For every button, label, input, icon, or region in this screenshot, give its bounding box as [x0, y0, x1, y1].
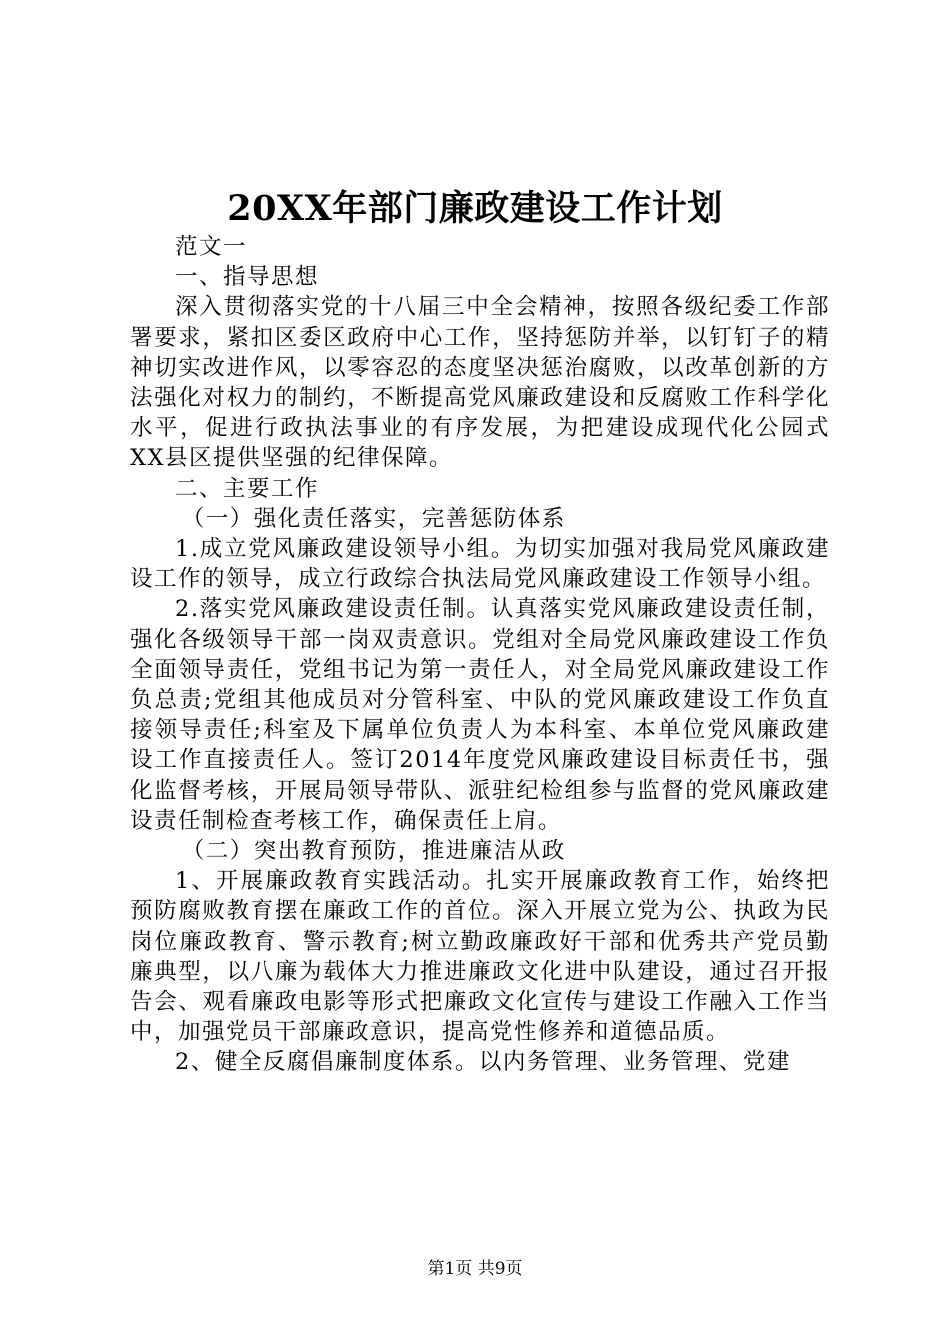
paragraph-item-education-activities: 1、开展廉政教育实践活动。扎实开展廉政教育工作，始终把预防腐败教育摆在廉政工作的首位。深入开展立党为公、执政为民岗位廉政教育、警示教育;树立勤政廉政好干部和优秀共产党员勤廉典型，以八廉为载体大力推进廉政文化进中队建设，通过召开报告会、观看廉政电影等形式把廉政文化宣传与建设工作融入工作当中，加强党员干部廉政意识，提高党性修养和道德品质。 [130, 868, 830, 1046]
paragraph-item-leading-group: 1.成立党风廉政建设领导小组。为切实加强对我局党风廉政建设工作的领导，成立行政综合执法局党风廉政建设工作领导小组。 [130, 536, 830, 593]
subsection-heading-education: （二）突出教育预防，推进廉洁从政 [181, 838, 566, 865]
document-body [130, 232, 830, 1078]
document-title: 20XX年部门廉政建设工作计划 [227, 188, 723, 229]
paragraph-guiding-ideology: 深入贯彻落实党的十八届三中全会精神，按照各级纪委工作部署要求，紧扣区委区政府中心工作，坚持惩防并举，以钉钉子的精神切实改进作风，以零容忍的态度坚决惩治腐败，以改革创新的方法强化对权力的制约，不断提高党风廉政建设和反腐败工作科学化水平，促进行政执法事业的有序发展，为把建设成现代化公园式XX县区提供坚强的纪律保障。 [130, 294, 830, 472]
paragraph-item-responsibility-system: 2.落实党风廉政建设责任制。认真落实党风廉政建设责任制，强化各级领导干部一岗双责意识。党组对全局党风廉政建设工作负全面领导责任，党组书记为第一责任人，对全局党风廉政建设工作负总责;党组其他成员对分管科室、中队的党风廉政建设工作负直接领导责任;科室及下属单位负责人为本科室、本单位党风廉政建设工作直接责任人。签订2014年度党风廉政建设目标责任书，强化监督考核，开展局领导带队、派驻纪检组参与监督的党风廉政建设责任制检查考核工作，确保责任上肩。 [130, 596, 830, 834]
section-heading-main-work: 二、主要工作 [175, 475, 320, 502]
page-footer: 第1页 共9页 [427, 1259, 523, 1279]
sample-label: 范文一 [175, 234, 248, 260]
paragraph-item-system-building: 2、健全反腐倡廉制度体系。以内务管理、业务管理、党建 [175, 1049, 791, 1076]
section-heading-guiding-ideology: 一、指导思想 [175, 264, 320, 291]
subsection-heading-responsibility: （一）强化责任落实，完善惩防体系 [181, 505, 566, 532]
